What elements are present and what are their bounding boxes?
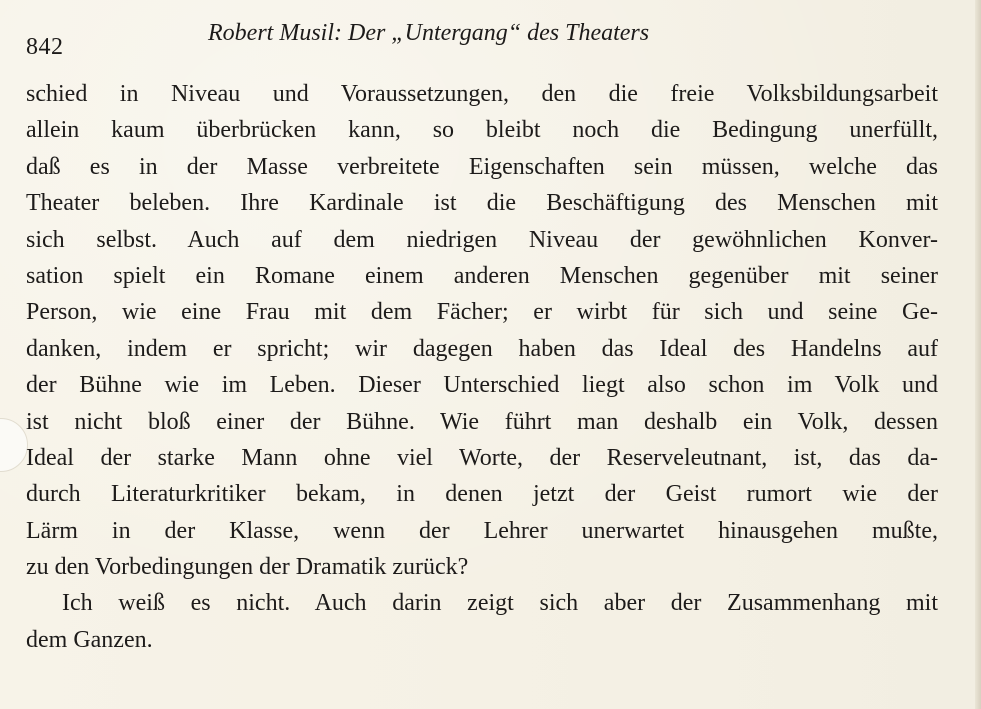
punch-hole bbox=[0, 418, 28, 472]
text-line: allein kaum überbrücken kann, so bleibt noch die Bedingung unerfüllt, bbox=[26, 117, 938, 144]
text-line: sation spielt ein Romane einem anderen Menschen gegenüber mit seiner bbox=[26, 262, 938, 289]
text-line: danken, indem er spricht; wir dagegen haben das Ideal des Handelns auf bbox=[26, 335, 938, 362]
running-head: Robert Musil: Der „Untergang“ des Theaters bbox=[208, 20, 650, 46]
text-line: schied in Niveau und Voraussetzungen, den die freie Volksbildungsarbeit bbox=[26, 81, 938, 107]
paragraph-2 bbox=[26, 585, 938, 658]
text-line: sich selbst. Auch auf dem niedrigen Niveau der gewöhnlichen Konver- bbox=[26, 226, 938, 253]
text-line: Lärm in der Klasse, wenn der Lehrer unerwartet hinausgehen mußte, bbox=[26, 517, 938, 544]
text-line: der Bühne wie im Leben. Dieser Unterschied liegt also schon im Volk und bbox=[26, 372, 938, 399]
page-edge bbox=[975, 0, 981, 709]
text-line: dem Ganzen. bbox=[26, 626, 153, 653]
page-number: 842 bbox=[26, 34, 64, 60]
text-line: Theater beleben. Ihre Kardinale ist die Beschäftigung des Menschen mit bbox=[26, 190, 938, 217]
text-line: Ich weiß es nicht. Auch darin zeigt sich aber der Zusammenhang mit bbox=[62, 590, 938, 617]
paragraph-1 bbox=[26, 76, 938, 585]
text-line: zu den Vorbedingungen der Dramatik zurück? bbox=[26, 554, 469, 581]
text-line: daß es in der Masse verbreitete Eigenschaften sein müssen, welche das bbox=[26, 153, 938, 180]
text-line: Ideal der starke Mann ohne viel Worte, der Reserveleutnant, ist, das da- bbox=[26, 444, 938, 471]
text-line: ist nicht bloß einer der Bühne. Wie führt man deshalb ein Volk, dessen bbox=[26, 408, 938, 435]
body-text bbox=[26, 76, 938, 658]
text-line: durch Literaturkritiker bekam, in denen jetzt der Geist rumort wie der bbox=[26, 481, 938, 508]
text-line: Person, wie eine Frau mit dem Fächer; er wirbt für sich und seine Ge- bbox=[26, 299, 938, 326]
